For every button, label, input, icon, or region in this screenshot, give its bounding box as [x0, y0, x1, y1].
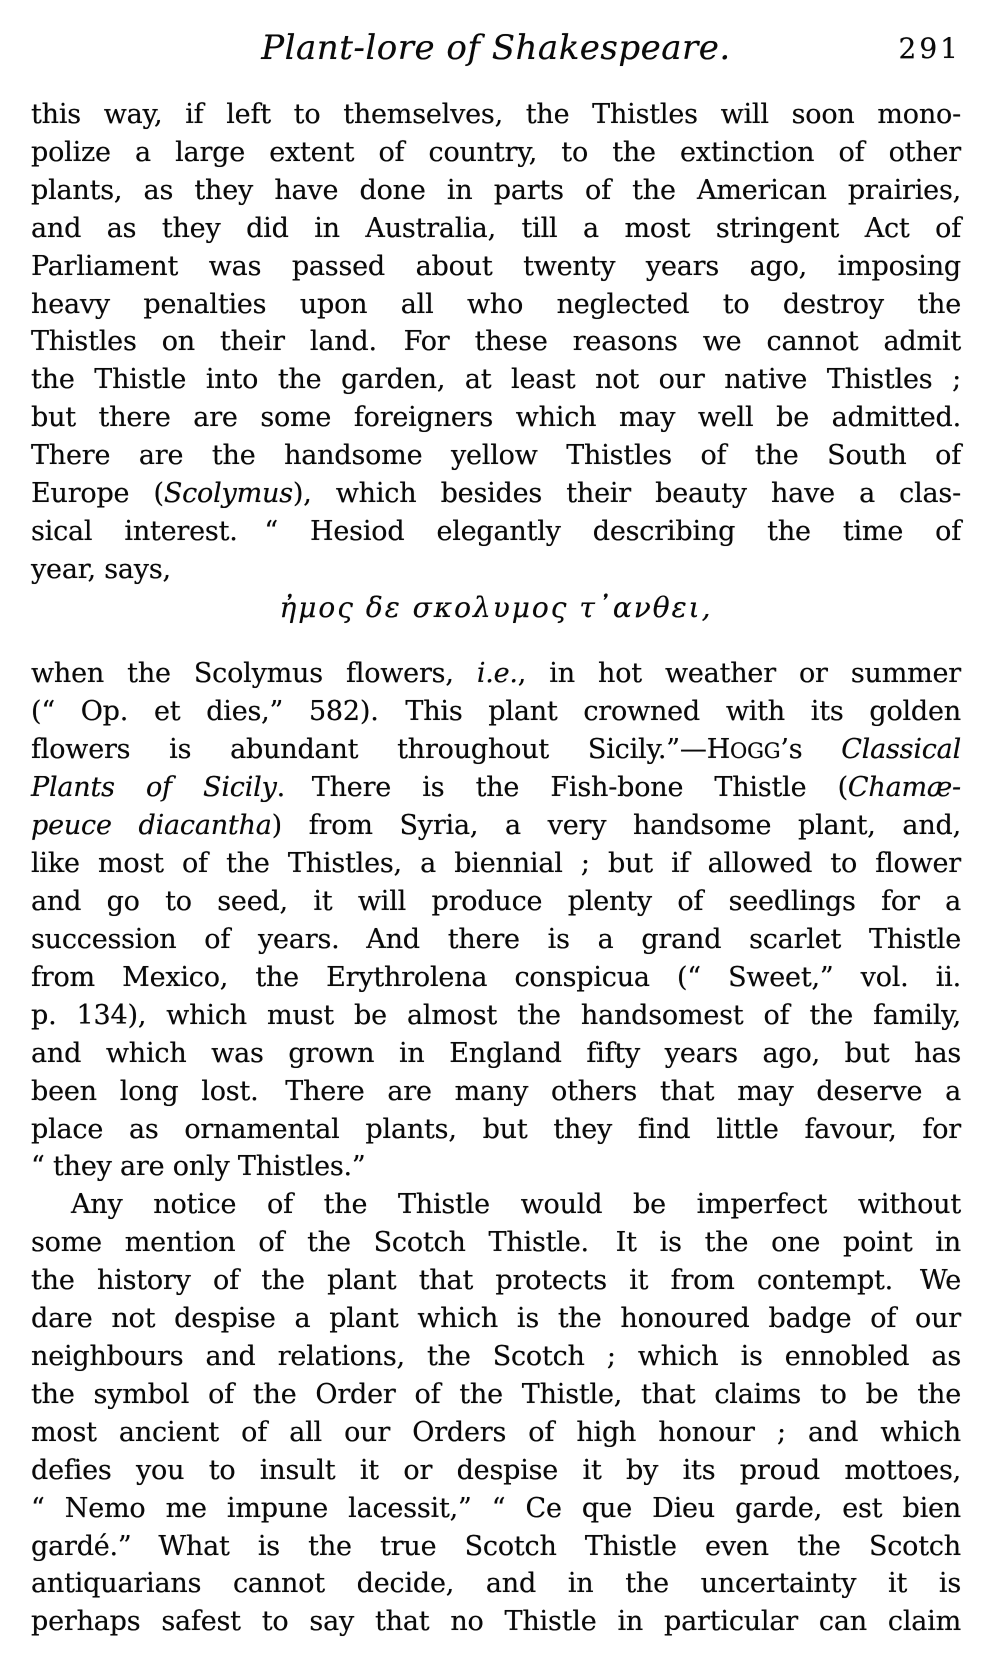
text-segment: “ they are only Thistles.”	[31, 1151, 366, 1183]
text-segment: There are the handsome yellow Thistles of the South of	[31, 440, 961, 472]
text-segment: (“ Op. et dies,” 582). This plant crowned with its golden	[31, 695, 961, 727]
text-segment: like most of the Thistles, a biennial ; but if allowed to flower	[31, 848, 961, 880]
italic-segment: Plants of Sicily	[31, 772, 277, 804]
text-segment: dare not despise a plant which is the honoured badge of our	[31, 1303, 961, 1335]
text-line	[31, 210, 961, 248]
text-segment: and which was grown in England fifty years ago, but has	[31, 1037, 961, 1069]
text-line	[31, 1565, 961, 1603]
text-line	[31, 1148, 961, 1186]
text-segment: place as ornamental plants, but they find little favour, for	[31, 1113, 961, 1145]
text-line	[31, 1452, 961, 1490]
text-segment: and as they did in Australia, till a most stringent Act of	[31, 212, 961, 244]
text-line	[31, 475, 961, 513]
italic-segment: Classical	[841, 733, 962, 765]
text-segment: but there are some foreigners which may well be admitted.	[31, 402, 961, 434]
text-line	[31, 172, 961, 210]
text-line	[31, 361, 961, 399]
text-segment: been long lost. There are many others that may deserve a	[31, 1075, 961, 1107]
text-segment: plants, as they have done in parts of the American prairies,	[31, 174, 961, 206]
body-text	[31, 96, 961, 1641]
text-segment: polize a large extent of country, to the extinction of other	[31, 136, 961, 168]
text-line	[31, 921, 961, 959]
text-line	[31, 1338, 961, 1376]
text-line	[31, 655, 961, 693]
text-line	[31, 399, 961, 437]
text-segment: antiquarians cannot decide, and in the uncertainty it is	[31, 1568, 961, 1600]
text-segment: ), which besides their beauty have a clas-	[292, 478, 961, 510]
text-segment: succession of years. And there is a grand scarlet Thistle	[31, 924, 961, 956]
text-line	[31, 134, 961, 172]
text-segment: sical interest. “ Hesiod elegantly describing the time of	[31, 515, 961, 547]
text-segment: the symbol of the Order of the Thistle, that claims to be the	[31, 1378, 961, 1410]
italic-segment: i.e.	[476, 657, 518, 689]
text-line	[31, 731, 961, 770]
text-line	[31, 248, 961, 286]
text-segment: Europe (	[31, 478, 164, 510]
page-header	[31, 28, 961, 72]
text-line	[31, 769, 961, 807]
text-segment: the history of the plant that protects it from contempt. We	[31, 1265, 961, 1297]
text-line	[31, 323, 961, 361]
text-segment: neighbours and relations, the Scotch ; which is ennobled as	[31, 1341, 961, 1372]
text-line	[31, 1111, 961, 1149]
text-segment: heavy penalties upon all who neglected to destroy the	[31, 288, 961, 320]
text-segment: Any notice of the Thistle would be imperfect without	[71, 1189, 961, 1221]
text-line	[31, 513, 961, 551]
text-line	[31, 845, 961, 883]
text-segment: . There is the Fish-bone Thistle (	[276, 772, 848, 804]
italic-segment: Chamæ-	[847, 772, 961, 804]
greek-quote-line	[31, 589, 961, 627]
text-segment: when the Scolymus flowers,	[31, 657, 477, 689]
text-line	[31, 96, 961, 134]
text-segment: most ancient of all our Orders of high honour ; and which	[31, 1416, 961, 1448]
text-segment: the Thistle into the garden, at least not our native Thistles ;	[31, 364, 961, 396]
text-line	[31, 1224, 961, 1262]
text-segment: and go to seed, it will produce plenty of seedlings for a	[31, 886, 961, 918]
page-number: 291	[898, 32, 961, 65]
text-segment: ἠμος δε σκολυμος τ᾽ανθει,	[279, 590, 713, 624]
text-line	[31, 1528, 961, 1566]
text-segment: defies you to insult it or despise it by its proud mottoes,	[31, 1454, 961, 1486]
text-line	[31, 1376, 961, 1414]
text-line	[31, 1186, 961, 1224]
text-line	[31, 693, 961, 731]
text-segment: OGG	[730, 737, 781, 763]
text-segment: from Mexico, the Erythrolena conspicua (“ Sweet,” vol. ii.	[31, 961, 961, 993]
text-segment: perhaps safest to say that no Thistle in particular can claim	[31, 1606, 961, 1638]
text-segment: “ Nemo me impune lacessit,” “ Ce que Dieu garde, est bien	[31, 1492, 961, 1524]
italic-segment: Scolymus	[163, 478, 293, 510]
text-line	[31, 807, 961, 845]
text-line	[31, 1262, 961, 1300]
text-segment: flowers is abundant throughout Sicily.”—H	[31, 733, 731, 765]
text-line	[31, 286, 961, 324]
text-line	[31, 883, 961, 921]
italic-segment: peuce diacantha	[31, 810, 272, 842]
text-line	[31, 1300, 961, 1338]
text-segment: Parliament was passed about twenty years ago, imposing	[31, 250, 961, 282]
text-segment: gardé.” What is the true Scotch Thistle even the Scotch	[31, 1530, 961, 1562]
text-line	[31, 1035, 961, 1073]
text-line	[31, 959, 961, 997]
running-title: Plant-lore of Shakespeare.	[261, 28, 731, 68]
text-line	[31, 997, 961, 1035]
text-segment: this way, if left to themselves, the Thistles will soon mono-	[31, 99, 961, 130]
text-segment: ’s	[780, 733, 842, 765]
text-line	[31, 1414, 961, 1452]
text-segment: Thistles on their land. For these reasons we cannot admit	[31, 326, 961, 358]
text-line	[31, 1603, 961, 1641]
text-line	[31, 437, 961, 475]
text-segment: p. 134), which must be almost the handsomest of the family,	[31, 999, 961, 1031]
text-line	[31, 551, 961, 589]
text-segment: ) from Syria, a very handsome plant, and,	[271, 810, 961, 842]
text-line	[31, 1490, 961, 1528]
text-line	[31, 1073, 961, 1111]
text-segment: , in hot weather or summer	[517, 657, 961, 689]
text-segment: some mention of the Scotch Thistle. It is the one point in	[31, 1227, 961, 1259]
text-segment: year, says,	[31, 553, 171, 585]
